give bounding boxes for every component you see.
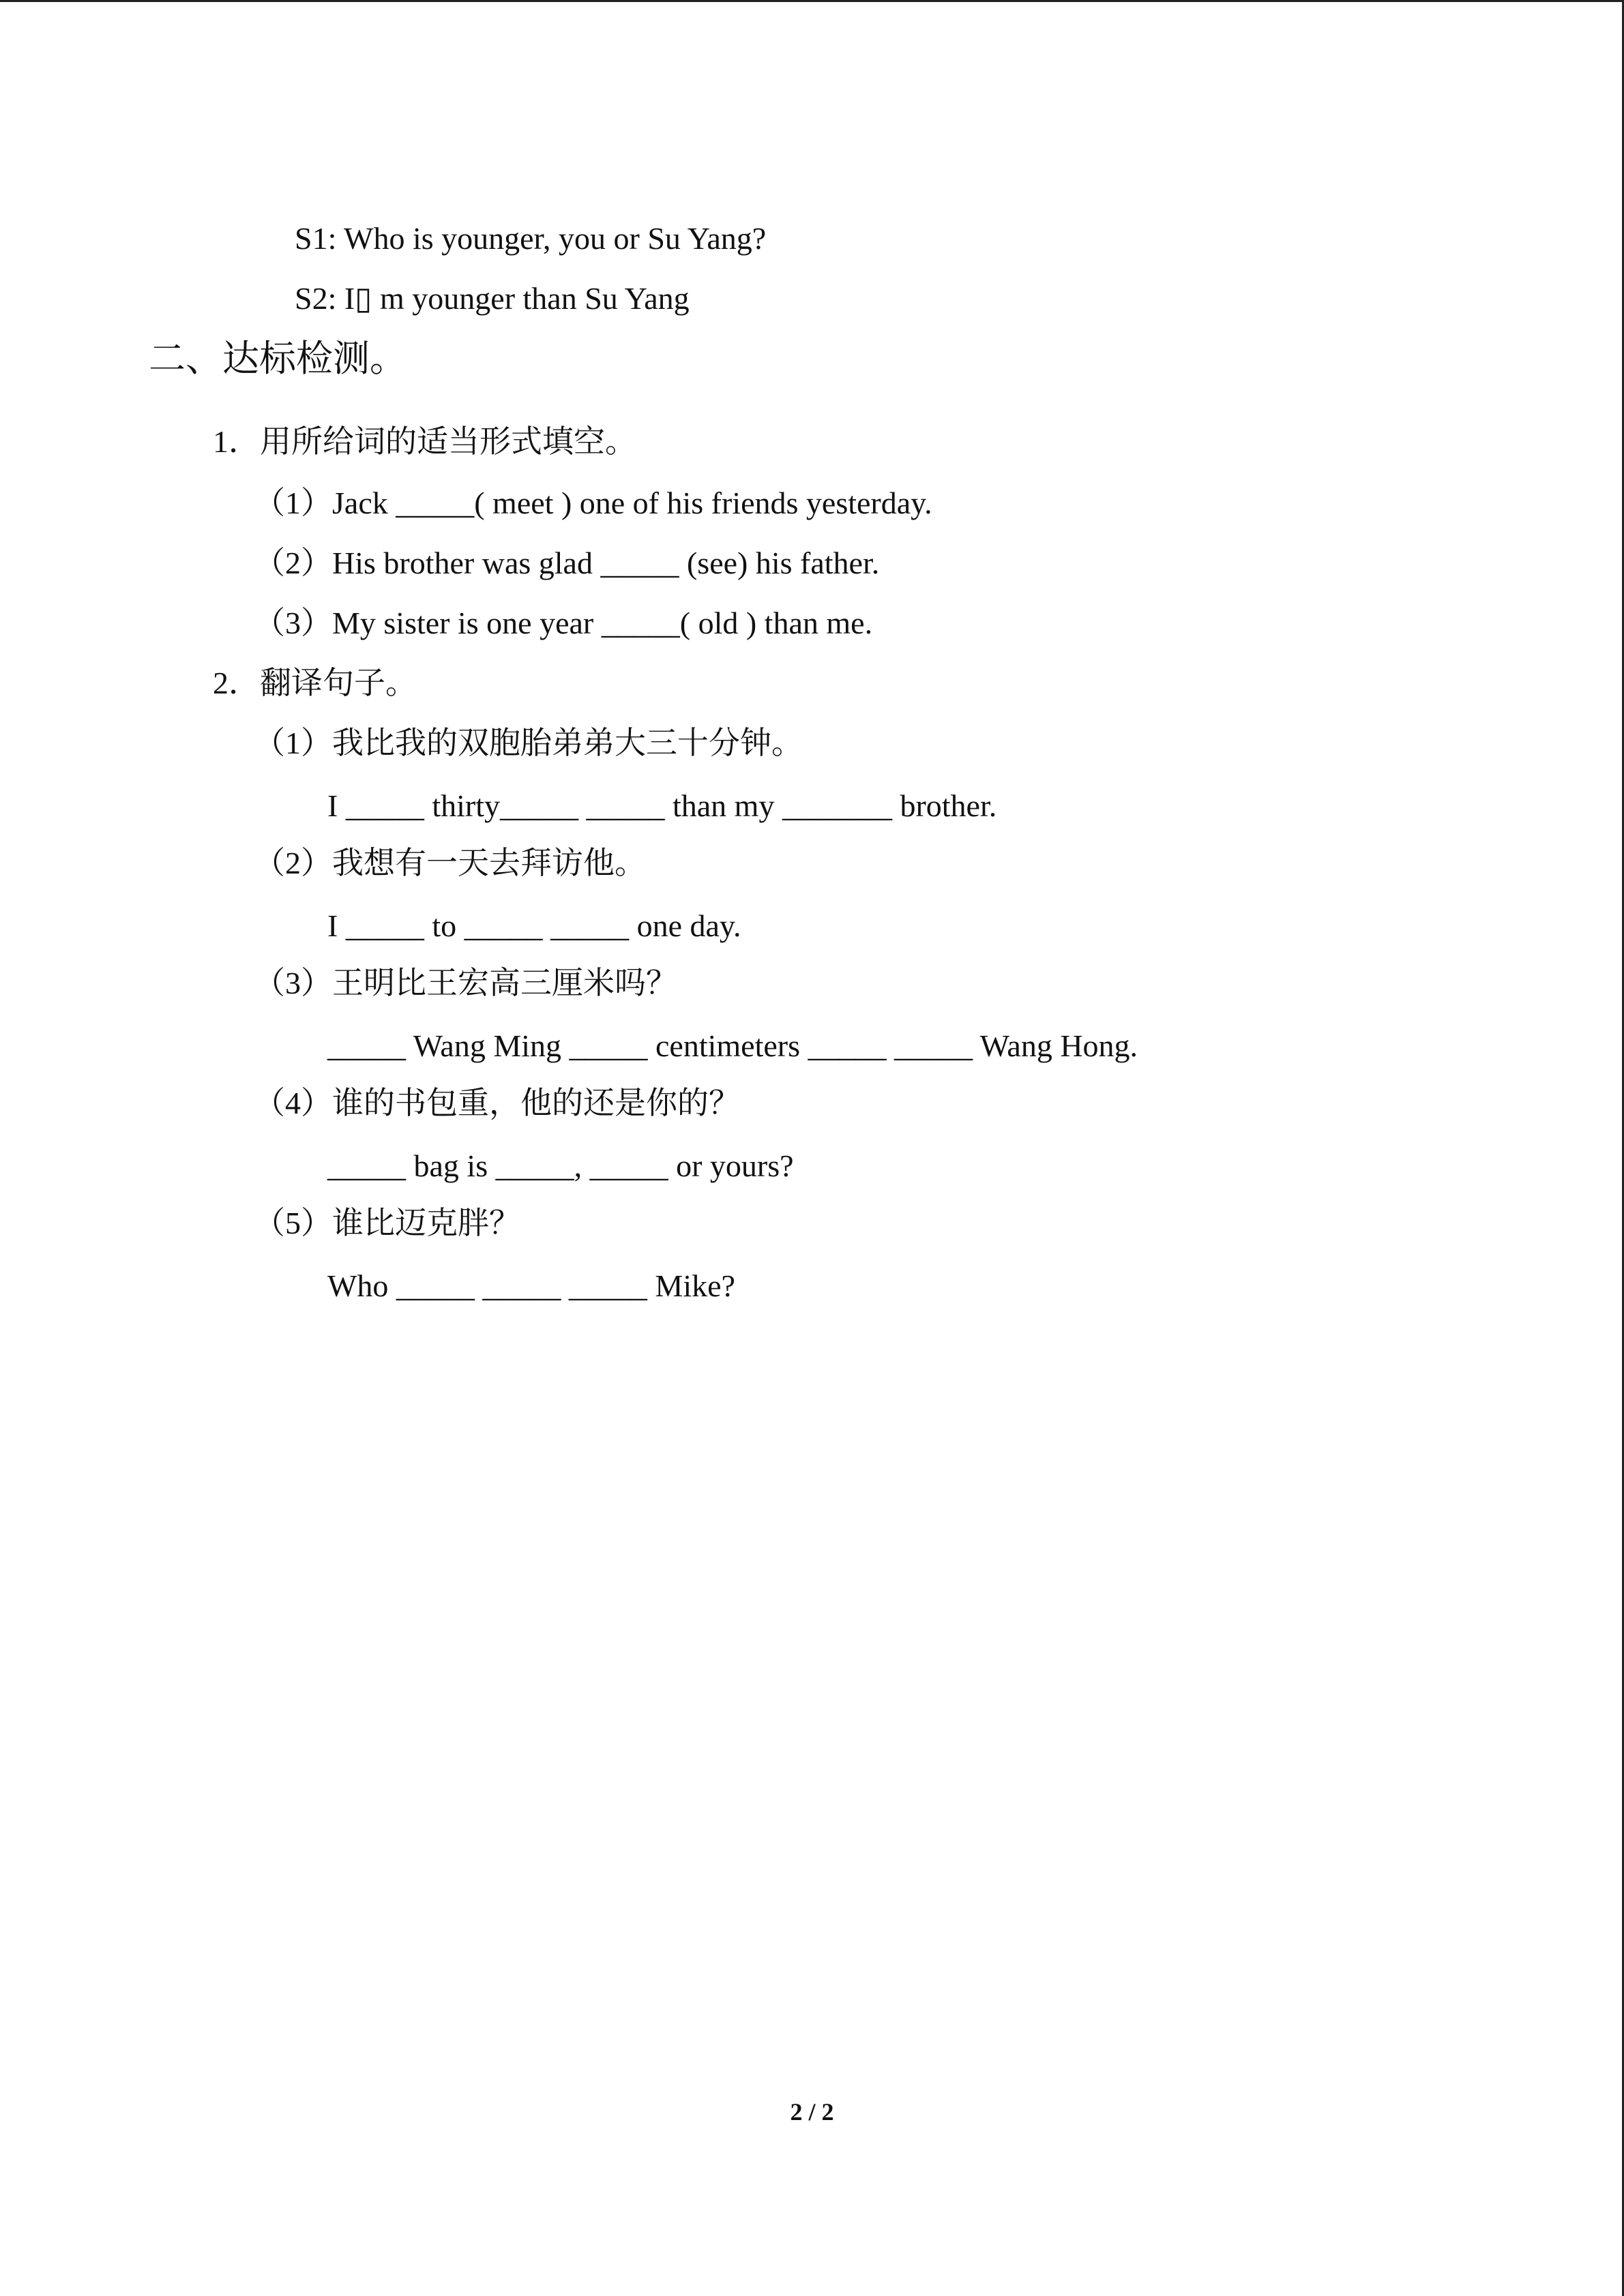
question-1-item-1: （1）Jack _____( meet ) one of his friends yesterday. <box>254 486 932 520</box>
question-2-prompt-5: （5）谁比迈克胖？ <box>254 1206 520 1240</box>
question-2-prompt-1: （1）我比我的双胞胎弟弟大三十分钟。 <box>254 726 803 760</box>
question-1-title: 1．用所给词的适当形式填空。 <box>213 424 636 459</box>
question-2-answer-2: I _____ to _____ _____ one day. <box>327 908 741 943</box>
question-2-prompt-2: （2）我想有一天去拜访他。 <box>254 846 646 880</box>
question-2-prompt-4: （4）谁的书包重，他的还是你的？ <box>254 1086 740 1120</box>
question-2-prompt-3: （3）王明比王宏高三厘米吗？ <box>254 966 677 1000</box>
question-1-item-2: （2）His brother was glad _____ (see) his father. <box>254 546 880 580</box>
dialogue-line-s1: S1: Who is younger, you or Su Yang? <box>295 221 767 256</box>
question-2-title: 2．翻译句子。 <box>213 666 417 700</box>
question-2-answer-3: _____ Wang Ming _____ centimeters _____ _____ Wang Hong. <box>327 1028 1138 1063</box>
question-2-answer-4: _____ bag is _____, _____ or yours? <box>327 1148 794 1183</box>
question-1-item-3: （3）My sister is one year _____( old ) than me. <box>254 606 873 640</box>
page-number: 2 / 2 <box>790 2098 834 2126</box>
section-title: 二、达标检测。 <box>149 338 407 379</box>
question-2-answer-5: Who _____ _____ _____ Mike? <box>327 1268 735 1303</box>
page-top-border <box>0 0 1624 2</box>
question-2-answer-1: I _____ thirty_____ _____ than my _______ brother. <box>327 788 997 823</box>
dialogue-line-s2: S2: I▯ m younger than Su Yang <box>295 281 690 316</box>
